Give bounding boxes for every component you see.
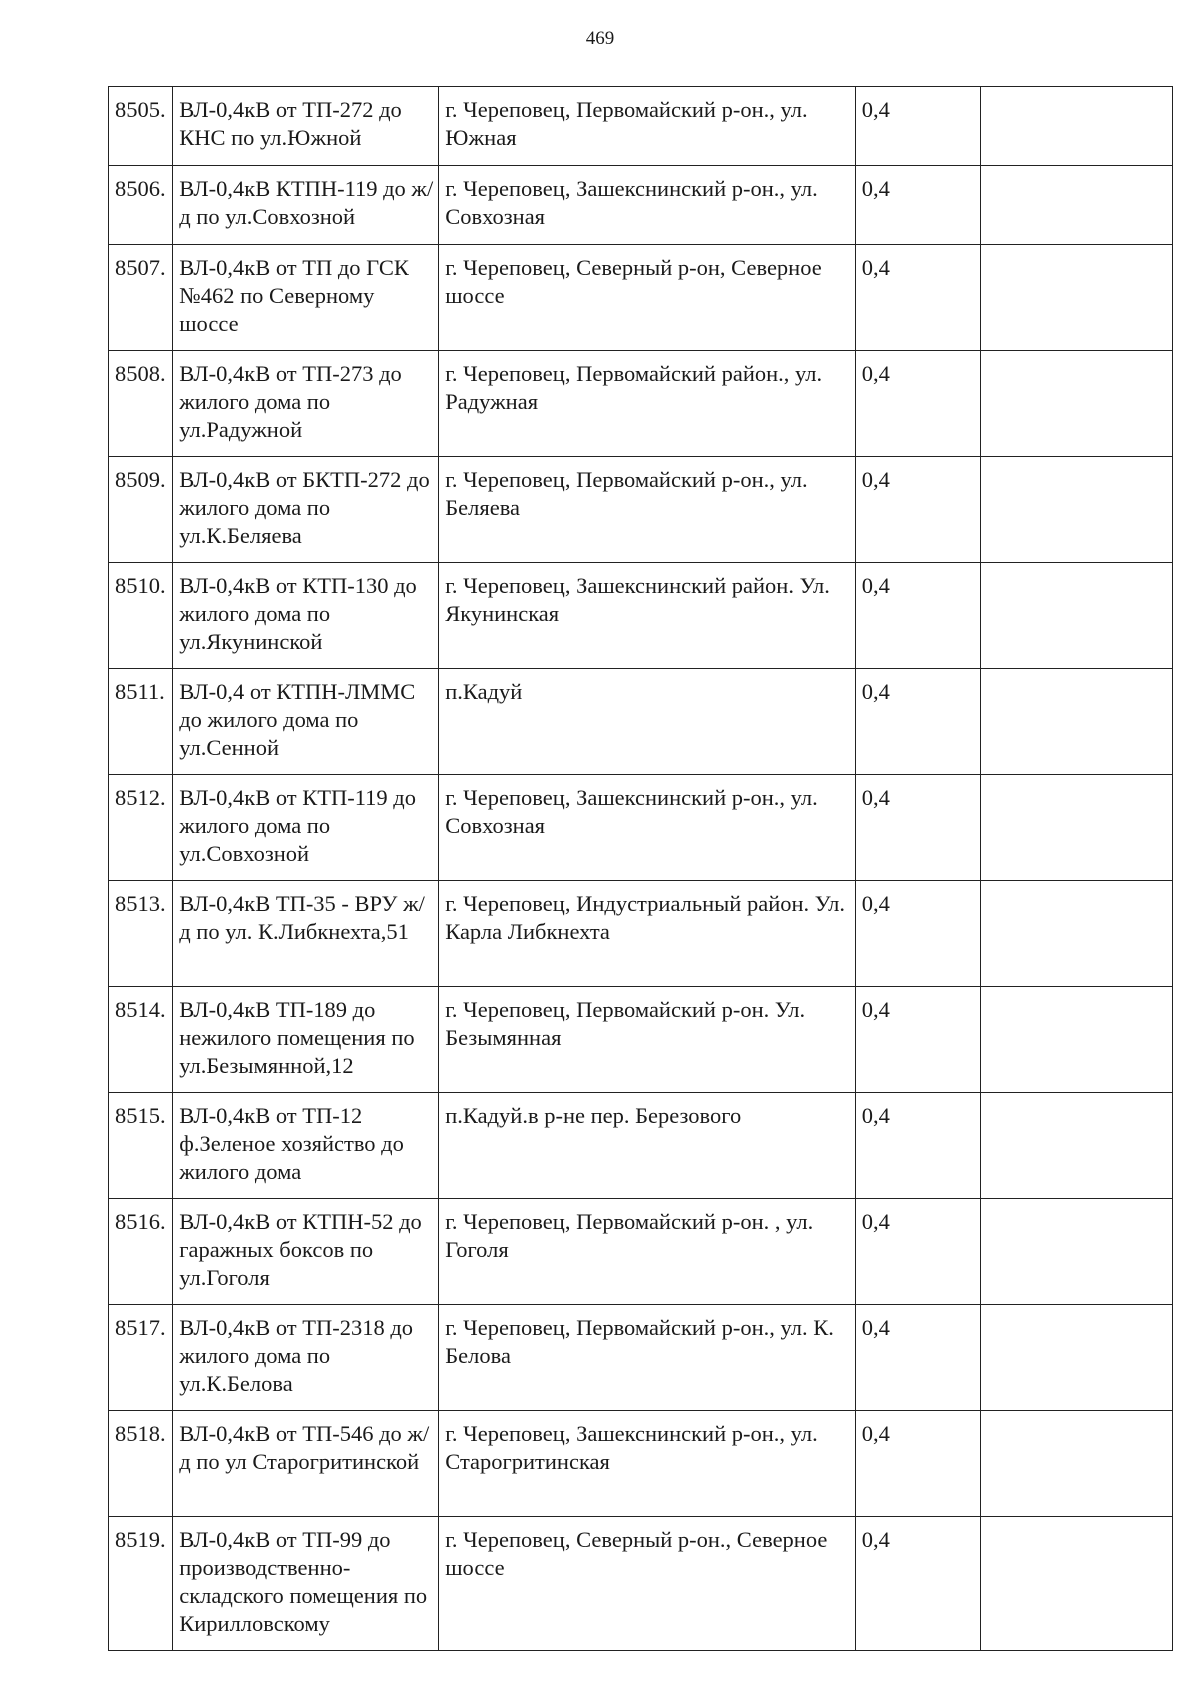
row-number: 8511. — [109, 669, 173, 775]
line-note — [981, 1517, 1173, 1651]
line-name: ВЛ-0,4кВ от КТП-130 до жилого дома по ул.Якунинской — [173, 563, 439, 669]
line-voltage: 0,4 — [855, 1411, 980, 1517]
line-name: ВЛ-0,4 от КТПН-ЛММС до жилого дома по ул.Сенной — [173, 669, 439, 775]
table-row — [109, 987, 1173, 1093]
line-voltage: 0,4 — [855, 987, 980, 1093]
line-note — [981, 881, 1173, 987]
line-note — [981, 987, 1173, 1093]
table-row — [109, 245, 1173, 351]
line-address: г. Череповец, Первомайский р-он., ул. К. Белова — [439, 1305, 856, 1411]
row-number: 8512. — [109, 775, 173, 881]
line-note — [981, 245, 1173, 351]
line-voltage: 0,4 — [855, 1517, 980, 1651]
line-name: ВЛ-0,4кВ от КТП-119 до жилого дома по ул.Совхозной — [173, 775, 439, 881]
row-number: 8517. — [109, 1305, 173, 1411]
line-note — [981, 1093, 1173, 1199]
line-name: ВЛ-0,4кВ ТП-35 - ВРУ ж/д по ул. К.Либкнехта,51 — [173, 881, 439, 987]
row-number: 8505. — [109, 87, 173, 166]
table-row — [109, 881, 1173, 987]
row-number: 8515. — [109, 1093, 173, 1199]
row-number: 8508. — [109, 351, 173, 457]
line-name: ВЛ-0,4кВ от ТП-12 ф.Зеленое хозяйство до жилого дома — [173, 1093, 439, 1199]
row-number: 8513. — [109, 881, 173, 987]
row-number: 8516. — [109, 1199, 173, 1305]
row-number: 8506. — [109, 166, 173, 245]
line-name: ВЛ-0,4кВ от ТП-2318 до жилого дома по ул.К.Белова — [173, 1305, 439, 1411]
line-note — [981, 166, 1173, 245]
line-voltage: 0,4 — [855, 775, 980, 881]
line-voltage: 0,4 — [855, 1093, 980, 1199]
line-name: ВЛ-0,4кВ от ТП-273 до жилого дома по ул.Радужной — [173, 351, 439, 457]
line-voltage: 0,4 — [855, 1305, 980, 1411]
line-address: г. Череповец, Зашекснинский район. Ул. Якунинская — [439, 563, 856, 669]
line-note — [981, 669, 1173, 775]
table-row — [109, 1093, 1173, 1199]
line-address: г. Череповец, Зашекснинский р-он., ул. Совхозная — [439, 775, 856, 881]
line-note — [981, 563, 1173, 669]
line-voltage: 0,4 — [855, 563, 980, 669]
line-address: г. Череповец, Первомайский р-он., ул. Южная — [439, 87, 856, 166]
table-row — [109, 457, 1173, 563]
registry-table-body — [109, 87, 1173, 1651]
table-row — [109, 1305, 1173, 1411]
row-number: 8519. — [109, 1517, 173, 1651]
registry-table — [108, 86, 1173, 1651]
line-note — [981, 351, 1173, 457]
row-number: 8509. — [109, 457, 173, 563]
row-number: 8518. — [109, 1411, 173, 1517]
table-row — [109, 563, 1173, 669]
line-note — [981, 1411, 1173, 1517]
table-row — [109, 351, 1173, 457]
line-address: г. Череповец, Зашекснинский р-он., ул. Старогритинская — [439, 1411, 856, 1517]
line-note — [981, 775, 1173, 881]
line-note — [981, 1305, 1173, 1411]
table-row — [109, 775, 1173, 881]
line-voltage: 0,4 — [855, 457, 980, 563]
line-voltage: 0,4 — [855, 881, 980, 987]
line-voltage: 0,4 — [855, 1199, 980, 1305]
row-number: 8510. — [109, 563, 173, 669]
table-row — [109, 87, 1173, 166]
line-voltage: 0,4 — [855, 87, 980, 166]
table-row — [109, 1517, 1173, 1651]
line-address: п.Кадуй.в р-не пер. Березового — [439, 1093, 856, 1199]
line-address: г. Череповец, Индустриальный район. Ул. Карла Либкнехта — [439, 881, 856, 987]
line-note — [981, 1199, 1173, 1305]
row-number: 8507. — [109, 245, 173, 351]
line-note — [981, 457, 1173, 563]
page-number: 469 — [585, 28, 615, 49]
line-name: ВЛ-0,4кВ ТП-189 до нежилого помещения по ул.Безымянной,12 — [173, 987, 439, 1093]
line-address: г. Череповец, Первомайский р-он. Ул. Безымянная — [439, 987, 856, 1093]
line-address: г. Череповец, Первомайский р-он., ул. Беляева — [439, 457, 856, 563]
line-name: ВЛ-0,4кВ от ТП-99 до производственно-складского помещения по Кирилловскому — [173, 1517, 439, 1651]
line-note — [981, 87, 1173, 166]
table-row — [109, 1199, 1173, 1305]
line-name: ВЛ-0,4кВ от ТП-272 до КНС по ул.Южной — [173, 87, 439, 166]
row-number: 8514. — [109, 987, 173, 1093]
line-name: ВЛ-0,4кВ от ТП до ГСК №462 по Северному шоссе — [173, 245, 439, 351]
line-voltage: 0,4 — [855, 669, 980, 775]
line-voltage: 0,4 — [855, 245, 980, 351]
table-row — [109, 166, 1173, 245]
line-address: г. Череповец, Северный р-он, Северное шоссе — [439, 245, 856, 351]
line-address: г. Череповец, Первомайский район., ул. Радужная — [439, 351, 856, 457]
line-voltage: 0,4 — [855, 351, 980, 457]
line-name: ВЛ-0,4кВ от БКТП-272 до жилого дома по ул.К.Беляева — [173, 457, 439, 563]
line-address: г. Череповец, Первомайский р-он. , ул. Гоголя — [439, 1199, 856, 1305]
line-name: ВЛ-0,4кВ КТПН-119 до ж/д по ул.Совхозной — [173, 166, 439, 245]
line-address: г. Череповец, Зашекснинский р-он., ул. Совхозная — [439, 166, 856, 245]
line-address: п.Кадуй — [439, 669, 856, 775]
line-name: ВЛ-0,4кВ от КТПН-52 до гаражных боксов по ул.Гоголя — [173, 1199, 439, 1305]
table-row — [109, 669, 1173, 775]
line-address: г. Череповец, Северный р-он., Северное шоссе — [439, 1517, 856, 1651]
line-voltage: 0,4 — [855, 166, 980, 245]
line-name: ВЛ-0,4кВ от ТП-546 до ж/д по ул Старогритинской — [173, 1411, 439, 1517]
table-row — [109, 1411, 1173, 1517]
